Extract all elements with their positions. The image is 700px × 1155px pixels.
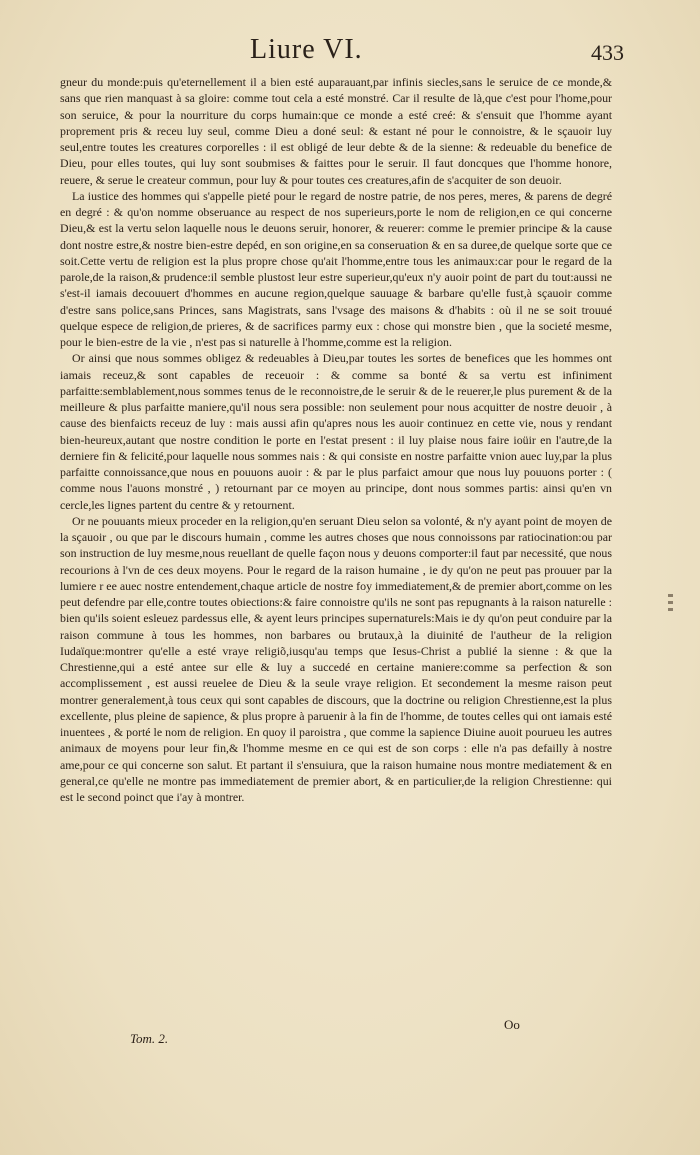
- catchword: Oo: [504, 1017, 520, 1032]
- signature-mark: Tom. 2.: [130, 1031, 169, 1046]
- text-block: [60, 74, 612, 974]
- running-head: Liure VI.: [250, 34, 363, 65]
- paragraph-1: gneur du monde:puis qu'eternellement il a bien esté auparauant,par infinis siecles,sans le seruice de ce monde,& sans que rien manquast à sa gloire: comme tout cela a esté monstré. Car il resulte de là,que c'est pour l'home,pour son seruice, & pour la nourriture du corps humain:que ce monde a esté creé: & s'ensuit que l'homme ayant proprement pris & receu luy seul, comme Dieu a doné seul: & estant né pour le connoistre, & le sçauoir luy seul,entre toutes les creatures corporelles : il est obligé de leur debte & de la sienne: & redeuable du benefice de Dieu, pour elles toutes, qui luy sont soubmises & faittes pour le seruir. Il faut doncques que l'homme honore, reuere, & serue le createur commun, pour luy & pour toutes ces creatures,afin de s'acquiter de son deuoir.: [60, 75, 612, 187]
- paragraph-3: Or ainsi que nous sommes obligez & redeuables à Dieu,par toutes les sortes de benefices que les hommes ont iamais receuz,& sont capables de receuoir : & comme sa bonté & sa vertu est infiniment parfaitte:semblablement,nous sommes tenus de le reconnoistre,de le seruir & de le reuerer,le plus purement & de la meilleure & plus parfaitte maniere,qu'il nous sera possible: non seulement pour nous acquitter de nostre deuoir , à cause des bienfaicts receuz de luy : mais aussi afin qu'apres nous les auoir continuez en cette vie, nous y rendant bien-heureux,autant que nostre condition le porte en l'estat present : il luy plaise nous faire ioüir en l'autre,de la derniere fin & felicité,pour laquelle nous sommes nais : & qui consiste en nostre parfaitte vnion auec luy,par la plus parfaitte connoissance,que nous en pouuons auoir : & par le plus parfaict amour que nous luy pouuons porter : ( comme nous l'auons monstré , ) retournant par ce moyen au principe, dont nous sommes partis: ainsi qu'en vn cercle,les lignes partent du centre & y retournent.: [60, 351, 612, 512]
- paragraph-2: La iustice des hommes qui s'appelle pieté pour le regard de nostre patrie, de nos peres, meres, & parens de degré en degré : & qu'on nomme obseruance au respect de nos superieurs,porte le nom de religion,en ce qui concerne Dieu,& est la vertu selon laquelle nous le deuons seruir, honorer, & reuerer: comme le premier principe & la cause dont nostre estre,& nostre bien-estre depéd, en son origine,en sa conseruation & en sa duree,de quelque sorte que ce soit.Cette vertu de religion est la plus propre chose qu'ait l'homme,entre tous les animaux:car pour le regard de la parole,de la raison,& prudence:il semble plustost leur estre superieur,qu'eux n'y auoir point de part du tout:aussi ne s'est-il iamais decouuert d'hommes en aucune region,quelque sauuage & barbare qu'elle fust,à sçauoir comme d'estre sans police,sans Princes, sans Magistrats, sans l'vsage des maisons & d'habits : où il ne se soit trouué quelque espece de religion,de prieres, & de sacrifices parmy eux : chose qui monstre bien , que la societé mesme, pour le bien-estre de la vie , n'est pas si naturelle à l'homme,comme est la religion.: [60, 188, 612, 349]
- page-number: 433: [591, 40, 624, 65]
- page-header: [60, 34, 624, 74]
- margin-mark-icon: [666, 590, 676, 618]
- paragraph-4: Or ne pouuants mieux proceder en la religion,qu'en seruant Dieu selon sa volonté, & n'y ayant point de moyen de la sçauoir , ou que par le discours humain , comme les autres choses que nous connoissons par ratiocination:ou par son instruction de luy mesme,nous reuellant de quelle façon nous y deuons comporter:il faut par necessité, que nous recourions à l'vn de ces deux moyens. Pour le regard de la raison humaine , ie dy qu'on ne peut pas prouuer par la lumiere r ee auec nostre entendement,chaque article de nostre foy immediatement,& de premier abort,comme on les peut defendre par elle,contre toutes obiections:& faire connoistre qu'ils ne sont pas repugnants à la raison naturelle : bien qu'ils soient esleuez pardessus elle, & ayent leurs principes supernaturels:Mais ie dy qu'on peut conduire par la raison commune à tous les hommes, non barbares ou brutaux,à la diuinité de l'autheur de la religion Iudaïque:montrer qu'elle a esté vraye religiõ,iusqu'au temps que Iesus-Christ a publié la sienne : & que la Chrestienne,qui a esté antee sur elle & luy a succedé en certaine maniere:comme sa perfection & son accomplissement , est aussi reuelee de Dieu & la seule vraye religion. Et secondement la mesme raison peut montrer generalement,à tous ceux qui sont capables de discours, que la doctrine ou religion Chrestienne,est la plus excellente, plus pleine de sapience, & plus propre à paruenir à la fin de l'homme, de toutes celles qui ont iamais esté inuentees , & porté le nom de religion. En quoy il paroistra , que comme la sapience Diuine auoit pourueu les autres animaux de moyens pour leur fin,& l'homme mesme en ce qui est de son corps : elle n'a pas defailly à nostre ame,pour ce qui concerne son salut. Et partant il s'ensuiura, que la raison humaine nous montre mediatement & en general,ce qu'elle ne montre pas immediatement de premier abort, & en particulier,de la religion Chrestienne: qui est le second poinct que i'ay à montrer.: [60, 513, 612, 804]
